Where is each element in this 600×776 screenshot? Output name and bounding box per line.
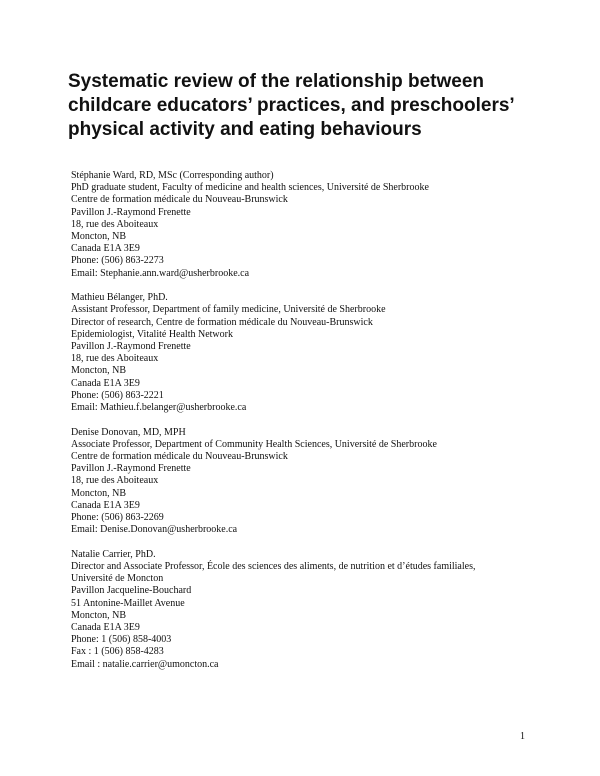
author-detail-line: 18, rue des Aboiteaux xyxy=(71,475,159,487)
title-line: physical activity and eating behaviours xyxy=(68,119,422,140)
author-detail-line: 18, rue des Aboiteaux xyxy=(71,218,159,230)
author-detail-line: Centre de formation médicale du Nouveau-Brunswick xyxy=(71,194,288,206)
author-detail-line: 51 Antonine-Maillet Avenue xyxy=(71,597,185,609)
author-detail-line: Email : natalie.carrier@umoncton.ca xyxy=(71,658,219,670)
author-detail-line: Email: Stephanie.ann.ward@usherbrooke.ca xyxy=(71,267,250,279)
author-name: Stéphanie Ward, RD, MSc (Corresponding author) xyxy=(71,170,274,181)
author-detail-line: Canada E1A 3E9 xyxy=(71,622,140,634)
author-detail-line: PhD graduate student, Faculty of medicine and health sciences, Université de Sherbrooke xyxy=(71,182,429,194)
author-detail-line: Assistant Professor, Department of family medicine, Université de Sherbrooke xyxy=(71,304,386,316)
author-block xyxy=(71,549,591,671)
page-number: 1 xyxy=(520,731,525,742)
author-name: Denise Donovan, MD, MPH xyxy=(71,426,186,438)
author-detail-line: 18, rue des Aboiteaux xyxy=(71,353,159,365)
author-name: Mathieu Bélanger, PhD. xyxy=(71,292,168,304)
author-detail-line: Canada E1A 3E9 xyxy=(71,499,140,511)
author-detail-line: Director and Associate Professor, École des sciences des aliments, de nutrition et d’études familiales, xyxy=(71,561,476,573)
author-list xyxy=(71,170,591,683)
author-detail-line: Epidemiologist, Vitalité Health Network xyxy=(71,328,233,340)
author-block xyxy=(71,292,591,414)
author-detail-line: Pavillon J.-Raymond Frenette xyxy=(71,463,191,475)
author-block xyxy=(71,170,591,280)
author-detail-line: Fax : 1 (506) 858-4283 xyxy=(71,646,164,658)
author-detail-line: Phone: (506) 863-2221 xyxy=(71,389,164,401)
paper-title xyxy=(68,70,538,142)
author-detail-line: Pavillon J.-Raymond Frenette xyxy=(71,206,191,218)
author-detail-line: Moncton, NB xyxy=(71,487,126,499)
author-detail-line: Phone: 1 (506) 858-4003 xyxy=(71,634,172,646)
author-detail-line: Moncton, NB xyxy=(71,231,126,243)
author-detail-line: Moncton, NB xyxy=(71,609,126,621)
author-detail-line: Phone: (506) 863-2273 xyxy=(71,255,164,267)
author-detail-line: Canada E1A 3E9 xyxy=(71,377,140,389)
author-detail-line: Moncton, NB xyxy=(71,365,126,377)
author-detail-line: Pavillon Jacqueline-Bouchard xyxy=(71,585,192,597)
title-line: childcare educators’ practices, and preschoolers’ xyxy=(68,95,515,116)
author-name: Natalie Carrier, PhD. xyxy=(71,548,156,560)
author-detail-line: Pavillon J.-Raymond Frenette xyxy=(71,341,191,353)
author-detail-line: Phone: (506) 863-2269 xyxy=(71,512,164,524)
author-detail-line: Associate Professor, Department of Community Health Sciences, Université de Sherbrooke xyxy=(71,438,437,450)
author-detail-line: Université de Moncton xyxy=(71,573,164,585)
author-detail-line: Email: Denise.Donovan@usherbrooke.ca xyxy=(71,524,238,536)
author-detail-line: Centre de formation médicale du Nouveau-Brunswick xyxy=(71,451,288,463)
author-detail-line: Director of research, Centre de formation médicale du Nouveau-Brunswick xyxy=(71,316,373,328)
author-detail-line: Canada E1A 3E9 xyxy=(71,243,140,255)
author-block xyxy=(71,427,591,537)
author-detail-line: Email: Mathieu.f.belanger@usherbrooke.ca xyxy=(71,402,247,414)
title-line: Systematic review of the relationship between xyxy=(68,71,485,92)
